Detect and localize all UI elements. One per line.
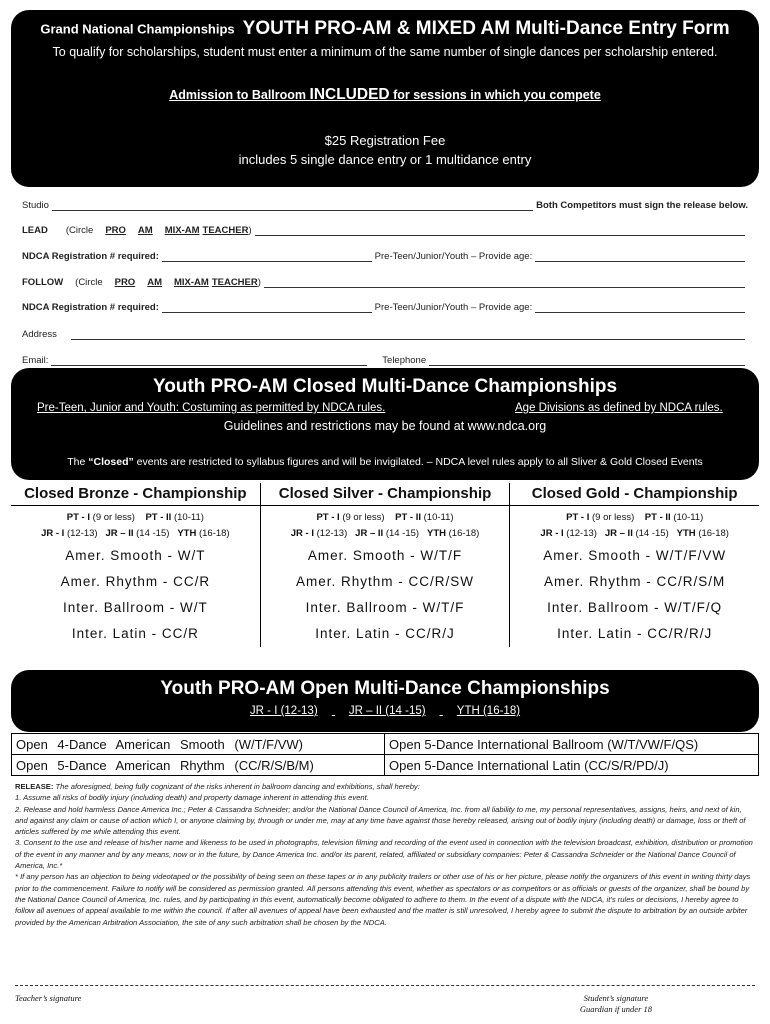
registration-fee: $25 Registration Fee <box>324 133 446 148</box>
follow-mixam-option[interactable]: MIX-AM <box>173 277 209 288</box>
closed-word: “Closed” <box>88 456 134 468</box>
studio-row <box>22 200 748 211</box>
closed-post: events are restricted to syllabus figures and will be invigilated. – NDCA level rules apply to all Sliver & Gold Closed Events <box>133 456 703 468</box>
age-row-pt <box>510 512 759 523</box>
dance-entry[interactable]: Amer. Rhythm - CC/R/S/M <box>544 574 726 589</box>
lead-ndca-row <box>22 251 748 262</box>
header-banner <box>11 10 759 187</box>
release-paragraph: * If any person has an objection to being videotaped or the possibility of being seen on these tapes or in any publicity trailers or other use of his or her picture, please notify the organizers of this event in writing thirty days prior to the commencement. Failure to notify will be considered as permission granted. All persons attending this event, whether as spectators or as competitors or as officials or guests of the organizer, shall be bound by the National Dance Council of America, Inc. rules, and by participating in this event, automatically become obligated to adhere to them. In the event of a dispute with the NDCA, it’s rules or decisions, I hereby agree to follow all avenues of appeal available to me within the council. If after all avenues of appeal have been exhausted and the matter is still unresolved, I hereby agree to submit the dispute to arbitration by an outside arbiter provided by the American Arbitration Association, the site of any such arbitration shall be chosen by the NDCA. <box>15 872 751 927</box>
yth-label: YTH <box>427 528 446 539</box>
dance-entry[interactable]: Amer. Smooth - W/T/F <box>307 548 463 563</box>
lead-mixam-option[interactable]: MIX-AM <box>164 225 200 236</box>
yth-ages: (16-18) <box>448 528 480 539</box>
pt2-ages: (10-11) <box>173 512 204 523</box>
closed-silver-column <box>261 483 511 647</box>
jr1-label: JR - I <box>290 528 314 539</box>
release-intro-text: The aforesigned, being fully cognizant of the risks inherent in ballroom dancing and exhibitions, shall hereby: <box>55 782 420 791</box>
column-heading: Closed Gold - Championship <box>510 483 759 506</box>
closed-championship-grid <box>11 483 759 647</box>
age-row-jr <box>510 528 759 539</box>
closed-section-banner <box>11 368 759 480</box>
contact-row <box>22 355 748 366</box>
signature-line[interactable] <box>15 985 755 986</box>
teacher-signature-label: Teacher’s signature <box>15 993 82 1003</box>
follow-name-field[interactable] <box>264 278 745 288</box>
follow-row <box>22 277 748 288</box>
open-event-cell[interactable]: Open 5-Dance American Rhythm (CC/R/S/B/M) <box>12 755 385 776</box>
release-intro <box>15 781 755 792</box>
division-label: JR – II (14 -15) <box>348 705 426 717</box>
open-divisions <box>11 705 759 717</box>
pt2-label: PT - II <box>395 512 421 523</box>
closed-events-note <box>11 456 759 468</box>
open-events-table <box>11 733 759 776</box>
address-field[interactable] <box>71 330 745 340</box>
dance-entry[interactable]: Inter. Latin - CC/R/J <box>315 626 455 641</box>
pt1-label: PT - I <box>316 512 340 523</box>
admission-included: INCLUDED <box>309 86 390 103</box>
jr2-label: JR – II <box>105 528 134 539</box>
dance-entry[interactable]: Inter. Ballroom - W/T/F <box>305 600 465 615</box>
open-event-cell[interactable]: Open 4-Dance American Smooth (W/T/F/VW) <box>12 734 385 755</box>
open-section-title: Youth PRO-AM Open Multi-Dance Championships <box>160 678 610 699</box>
email-label: Email: <box>22 355 49 366</box>
telephone-field[interactable] <box>429 356 745 366</box>
dance-entry[interactable]: Inter. Latin - CC/R <box>71 626 199 641</box>
jr1-label: JR - I <box>540 528 564 539</box>
column-heading: Closed Bronze - Championship <box>11 483 260 506</box>
open-section-banner <box>11 670 759 732</box>
lead-label: LEAD <box>22 225 48 236</box>
closed-gold-column <box>510 483 759 647</box>
table-row <box>12 755 759 776</box>
jr2-ages: (14 -15) <box>385 528 420 539</box>
follow-ndca-row <box>22 302 748 313</box>
follow-pro-option[interactable]: PRO <box>114 277 136 288</box>
column-heading: Closed Silver - Championship <box>261 483 510 506</box>
dance-entry[interactable]: Amer. Rhythm - CC/R <box>60 574 211 589</box>
division-label: JR - I (12-13) <box>249 705 318 717</box>
admission-note <box>11 86 759 104</box>
lead-ndca-label: NDCA Registration # required: <box>22 251 159 262</box>
lead-pro-option[interactable]: PRO <box>105 225 126 236</box>
release-text <box>15 781 755 928</box>
open-event-cell[interactable]: Open 5-Dance International Ballroom (W/T/VW/F/QS) <box>385 734 759 755</box>
student-signature-label: Student’s signature <box>583 993 649 1003</box>
studio-field[interactable] <box>52 201 533 211</box>
yth-ages: (16-18) <box>198 528 230 539</box>
age-row-pt <box>261 512 510 523</box>
lead-circle-open: (Circle <box>65 225 94 236</box>
jr2-ages: (14 -15) <box>136 528 170 539</box>
division-label: YTH (16-18) <box>456 705 521 717</box>
age-row-pt <box>11 512 260 523</box>
pt2-label: PT - II <box>145 512 172 523</box>
pt1-label: PT - I <box>66 512 91 523</box>
dance-entry[interactable]: Inter. Ballroom - W/T <box>62 600 208 615</box>
lead-teacher-option[interactable]: TEACHER <box>202 225 249 236</box>
email-field[interactable] <box>51 356 367 366</box>
lead-ndca-field[interactable] <box>162 252 372 262</box>
pt2-ages: (10-11) <box>423 512 454 523</box>
age-row-jr <box>261 528 510 539</box>
follow-circle-open: (Circle <box>75 277 103 288</box>
lead-age-label: Pre-Teen/Junior/Youth – Provide age: <box>374 251 533 262</box>
pt1-label: PT - I <box>566 512 590 523</box>
lead-am-option[interactable]: AM <box>137 225 153 236</box>
address-row <box>22 329 748 340</box>
follow-am-option[interactable]: AM <box>147 277 162 288</box>
pt1-ages: (9 or less) <box>342 512 385 523</box>
jr2-label: JR – II <box>604 528 633 539</box>
jr2-label: JR – II <box>355 528 384 539</box>
pt1-ages: (9 or less) <box>92 512 135 523</box>
jr1-ages: (12-13) <box>66 528 98 539</box>
admission-pre: Admission to Ballroom <box>169 88 310 102</box>
form-title-line <box>11 18 759 40</box>
dance-entry[interactable]: Amer. Smooth - W/T <box>65 548 206 563</box>
age-division-note: Age Divisions as defined by NDCA rules. <box>515 402 723 414</box>
lead-age-field[interactable] <box>535 252 745 262</box>
jr1-label: JR - I <box>41 528 65 539</box>
pt2-label: PT - II <box>644 512 671 523</box>
follow-age-label: Pre-Teen/Junior/Youth – Provide age: <box>374 302 533 313</box>
release-paragraph: 2. Release and hold harmless Dance America Inc.; Peter & Cassandra Schneider; and/or the National Dance Council of America, Inc. from all liability to me, my personal representatives, assigns, heirs, and next of kin, and against any claim or cause of action which I, or anyone claiming by, through or under me, may at any time have against those hereby released, arising out of bodily injury (including death) or damage, loss or theft of articles suffered by me while attending this event. <box>15 804 746 837</box>
closed-section-title: Youth PRO-AM Closed Multi-Dance Championships <box>152 376 618 397</box>
student-signature-block <box>580 993 652 1015</box>
lead-name-field[interactable] <box>255 226 745 236</box>
yth-label: YTH <box>676 528 696 539</box>
jr1-ages: (12-13) <box>566 528 597 539</box>
follow-label: FOLLOW <box>22 277 64 288</box>
follow-ndca-field[interactable] <box>162 303 372 313</box>
dance-entry[interactable]: Inter. Latin - CC/R/R/J <box>557 626 713 641</box>
registration-fee-detail: includes 5 single dance entry or 1 multidance entry <box>238 152 532 167</box>
jr1-ages: (12-13) <box>316 528 348 539</box>
sign-note: Both Competitors must sign the release below. <box>536 200 748 211</box>
guidelines-note: Guidelines and restrictions may be found at www.ndca.org <box>223 419 547 433</box>
dance-entry[interactable]: Amer. Rhythm - CC/R/SW <box>296 574 475 589</box>
pt2-ages: (10-11) <box>673 512 704 523</box>
closed-pre: The <box>67 456 89 468</box>
dance-entry[interactable]: Amer. Smooth - W/T/F/VW <box>543 548 727 563</box>
release-heading: RELEASE: <box>15 782 54 791</box>
release-paragraph: 3. Consent to the use and release of his/her name and likeness to be used in photographs, television filming and recording of the event used in connection with the television broadcast, exhibition, distribution or promotion of the event in any manner and by any means, now or in the future, by Dance America Inc. and/or its parent, related, affiliated or subsidiary companies: Peter & Cassandra Schneider or the National Dance Council of America, Inc.* <box>15 838 753 871</box>
lead-row <box>22 225 748 236</box>
pt1-ages: (9 or less) <box>592 512 635 523</box>
form-title: YOUTH PRO-AM & MIXED AM Multi-Dance Entry Form <box>242 18 730 39</box>
table-row <box>12 734 759 755</box>
follow-ndca-label: NDCA Registration # required: <box>22 302 159 313</box>
follow-circle-close: ) <box>257 277 261 288</box>
guardian-signature-label: Guardian if under 18 <box>579 1004 652 1014</box>
studio-label: Studio <box>22 200 49 211</box>
yth-label: YTH <box>177 528 197 539</box>
org-name: Grand National Championships <box>40 21 235 37</box>
release-paragraph: 1. Assume all risks of bodily injury (including death) and property damage inherent in attending this event. <box>15 793 369 803</box>
qualify-note: To qualify for scholarships, student must enter a minimum of the same number of single dances per scholarship entered. <box>52 45 718 59</box>
follow-teacher-option[interactable]: TEACHER <box>211 277 258 288</box>
admission-post: for sessions in which you compete <box>389 88 601 102</box>
costume-note: Pre-Teen, Junior and Youth: Costuming as permitted by NDCA rules. <box>37 402 386 414</box>
dance-entry[interactable]: Inter. Ballroom - W/T/F/Q <box>547 600 723 615</box>
follow-age-field[interactable] <box>535 303 745 313</box>
telephone-label: Telephone <box>382 355 427 366</box>
open-event-cell[interactable]: Open 5-Dance International Latin (CC/S/R/PD/J) <box>385 755 759 776</box>
jr2-ages: (14 -15) <box>635 528 669 539</box>
address-label: Address <box>22 329 57 340</box>
lead-circle-close: ) <box>248 225 252 236</box>
age-row-jr <box>11 528 260 539</box>
yth-ages: (16-18) <box>698 528 729 539</box>
closed-bronze-column <box>11 483 261 647</box>
